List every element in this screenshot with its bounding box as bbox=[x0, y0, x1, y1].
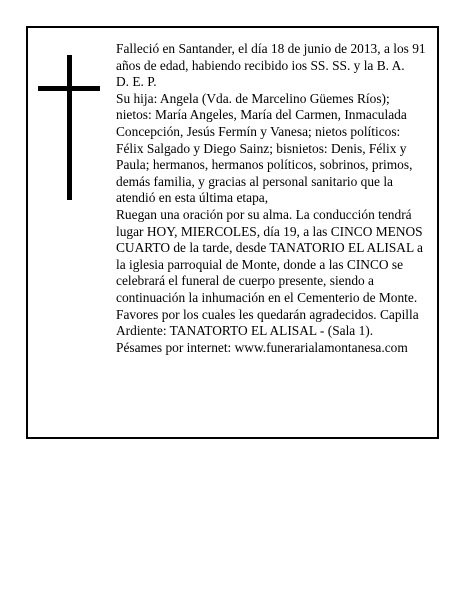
obituary-notice-frame bbox=[26, 26, 439, 439]
condolences-website: Pésames por internet: www.funerarialamontanesa.com bbox=[116, 339, 408, 355]
latin-cross-icon bbox=[38, 55, 100, 200]
death-announcement: Falleció en Santander, el día 18 de junio de 2013, a los 91 años de edad, habiendo recibido ios SS. SS. y la B. A. bbox=[116, 41, 426, 73]
cross-horizontal-bar bbox=[38, 86, 100, 91]
cross-vertical-bar bbox=[67, 55, 72, 200]
family-list: Su hija: Angela (Vda. de Marcelino Güemes Ríos); nietos: María Angeles, María del Carmen, Inmaculada Concepción, Jesús Fermín y Vanesa; nietos políticos: Félix Salgado y Diego Sainz; bisnietos: Denis, Félix y Paula; hermanos, hermanos políticos, sobrinos, primos, demás familia, y gracias al personal sanitario que la atendió en esta última etapa, bbox=[116, 90, 413, 206]
obituary-text bbox=[116, 41, 428, 356]
funeral-service-details: Ruegan una oración por su alma. La conducción tendrá lugar HOY, MIERCOLES, día 19, a las CINCO MENOS CUARTO de la tarde, desde TANATORIO EL ALISAL a la iglesia parroquial de Monte, donde a las CINCO se celebrará el funeral de cuerpo presente, siendo a continuación la inhumación en el Cementerio de Monte. Favores por los cuales les quedarán agradecidos. Capilla Ardiente: TANATORTO EL ALISAL - (Sala 1). bbox=[116, 206, 423, 339]
dep-line: D. E. P. bbox=[116, 74, 157, 90]
